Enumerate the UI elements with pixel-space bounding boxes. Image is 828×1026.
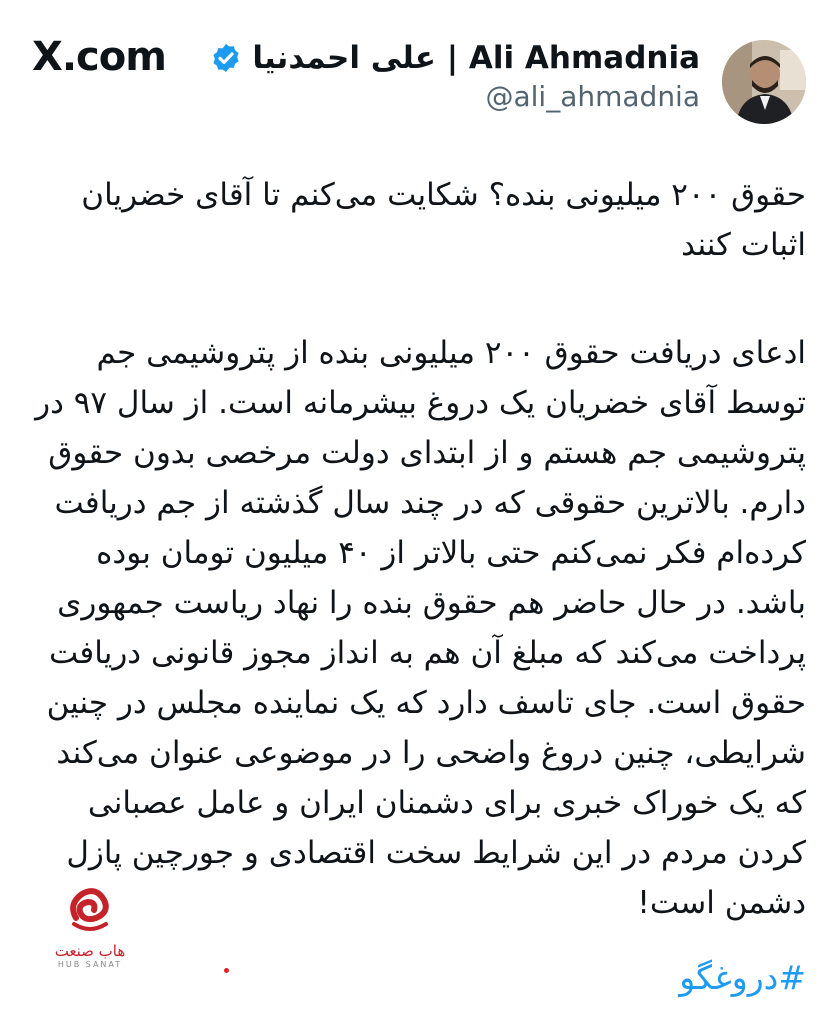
hub-sanat-watermark — [42, 884, 138, 980]
verified-badge-icon — [210, 42, 242, 74]
watermark-fa: هاب صنعت — [54, 942, 126, 960]
watermark-en: HUB SANAT — [57, 960, 123, 969]
avatar[interactable] — [722, 40, 806, 124]
tweet-body: ادعای دریافت حقوق ۲۰۰ میلیونی بنده از پتروشیمی جم توسط آقای خضریان یک دروغ بیشرمانه است. از سال ۹۷ در پتروشیمی جم هستم و از ابتدای دولت مرخصی بدون حقوق دارم. بالاترین حقوقی که در چند سال گذشته از جم دریافت کرده‌ام فکر نمی‌کنم حتی بالاتر از ۴۰ میلیون تومان بوده باشد. در حال حاضر هم حقوق بنده را نهاد ریاست جمهوری پرداخت می‌کند که مبلغ آن هم به انداز مجوز قانونی دریافت حقوق است. جای تاسف دارد که یک نماینده مجلس در چنین شرایطی، چنین دروغ واضحی را در موضوعی عنوان می‌کند که یک خوراک خبری برای دشمنان ایران و عامل عصبانی کردن مردم در این شرایط سخت اقتصادی و جورچین پازل دشمن است! — [35, 335, 806, 921]
tweet-title-line: حقوق ۲۰۰ میلیونی بنده؟ شکایت می‌کنم تا آقای خضریان اثبات کنند — [81, 177, 806, 263]
author-name-row[interactable] — [210, 38, 700, 78]
site-brand: X.com — [32, 34, 166, 80]
author-display-name: علی احمدنیا | Ali Ahmadnia — [252, 40, 700, 76]
hashtag-link[interactable]: #دروغگو — [679, 958, 806, 997]
decorative-dot — [224, 968, 229, 973]
tweet-text — [18, 170, 806, 928]
author-handle[interactable]: @ali_ahmadnia — [485, 80, 700, 113]
hub-sanat-logo-icon — [60, 884, 120, 936]
avatar-photo-icon — [722, 40, 806, 124]
